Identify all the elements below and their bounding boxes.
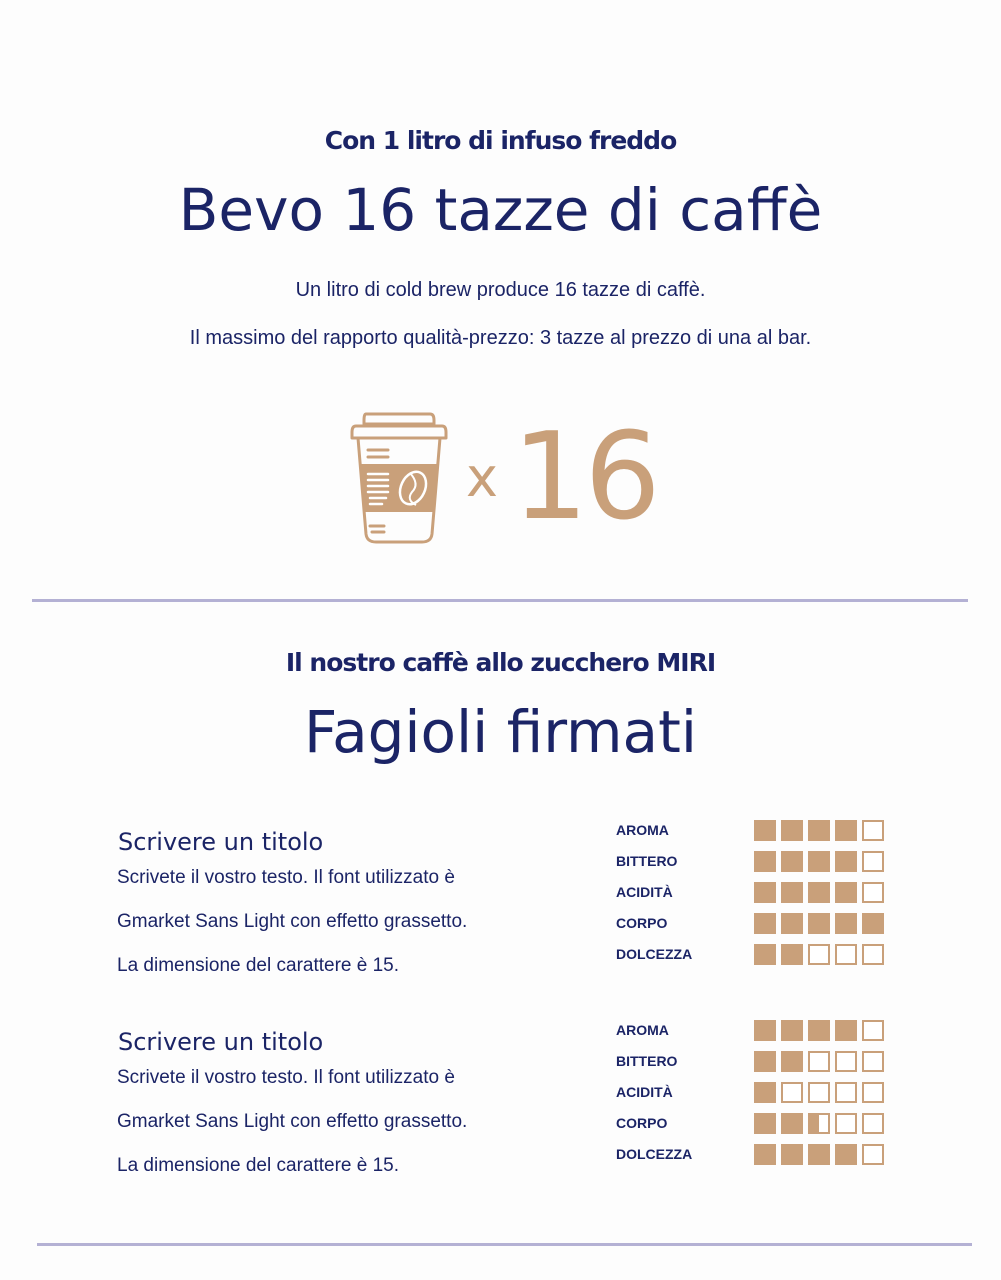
rating-square <box>808 851 830 872</box>
product-text-line: La dimensione del carattere è 15. <box>117 1155 400 1176</box>
rating-label: AROMA <box>616 1022 669 1038</box>
rating-label: DOLCEZZA <box>616 1146 693 1162</box>
rating-square <box>781 913 803 934</box>
rating-square <box>835 851 857 872</box>
rating-square <box>781 882 803 903</box>
coffee-cup-icon <box>350 412 448 544</box>
section1-line2: Il massimo del rapporto qualità-prezzo: 3 tazze al prezzo di una al bar. <box>189 327 812 349</box>
rating-square <box>862 1051 884 1072</box>
rating-square <box>862 1113 884 1134</box>
product-text-line: Scrivete il vostro testo. Il font utilizzato è <box>117 1067 455 1088</box>
rating-square <box>835 944 857 965</box>
multiplier-value: 16 <box>512 408 657 547</box>
rating-square <box>754 913 776 934</box>
product-title: Scrivere un titolo <box>118 1028 324 1056</box>
rating-label: CORPO <box>616 915 668 931</box>
rating-square <box>835 882 857 903</box>
rating-label: ACIDITÀ <box>616 884 673 900</box>
rating-square <box>754 820 776 841</box>
rating-square <box>808 1113 830 1134</box>
rating-square <box>808 1144 830 1165</box>
rating-square <box>781 1082 803 1103</box>
rating-label: BITTERO <box>616 1053 678 1069</box>
rating-label: DOLCEZZA <box>616 946 693 962</box>
rating-square <box>862 851 884 872</box>
rating-square <box>781 1051 803 1072</box>
product-text-line: La dimensione del carattere è 15. <box>117 955 400 976</box>
rating-square <box>835 1051 857 1072</box>
rating-square <box>754 944 776 965</box>
rating-label: CORPO <box>616 1115 668 1131</box>
multiplier-x: x <box>466 446 498 509</box>
rating-square <box>754 851 776 872</box>
rating-square <box>862 820 884 841</box>
rating-square <box>754 1051 776 1072</box>
rating-square <box>754 1113 776 1134</box>
rating-square <box>754 1082 776 1103</box>
rating-square <box>808 1051 830 1072</box>
section1-kicker: Con 1 litro di infuso freddo <box>324 126 677 155</box>
rating-square <box>835 1144 857 1165</box>
rating-square <box>862 1144 884 1165</box>
rating-square <box>835 820 857 841</box>
rating-square <box>781 1020 803 1041</box>
product-text-line: Gmarket Sans Light con effetto grassetto. <box>117 1111 468 1132</box>
rating-label: ACIDITÀ <box>616 1084 673 1100</box>
divider <box>32 599 968 602</box>
rating-square <box>862 882 884 903</box>
product-text-line: Scrivete il vostro testo. Il font utilizzato è <box>117 867 455 888</box>
product-title: Scrivere un titolo <box>118 828 324 856</box>
rating-square <box>754 882 776 903</box>
section2-kicker: Il nostro caffè allo zucchero MIRI <box>285 648 716 677</box>
rating-square <box>808 1020 830 1041</box>
rating-square <box>835 1113 857 1134</box>
rating-square <box>781 1113 803 1134</box>
divider <box>37 1243 972 1246</box>
rating-square <box>835 913 857 934</box>
rating-square <box>835 1020 857 1041</box>
section2-headline: Fagioli firmati <box>304 698 697 766</box>
rating-square <box>862 1082 884 1103</box>
rating-square <box>754 1020 776 1041</box>
rating-label: BITTERO <box>616 853 678 869</box>
rating-square <box>835 1082 857 1103</box>
rating-square <box>781 944 803 965</box>
product-text-line: Gmarket Sans Light con effetto grassetto. <box>117 911 468 932</box>
rating-square <box>808 1082 830 1103</box>
rating-label: AROMA <box>616 822 669 838</box>
rating-square <box>862 1020 884 1041</box>
rating-square <box>808 882 830 903</box>
rating-square <box>862 913 884 934</box>
rating-square <box>781 851 803 872</box>
rating-square <box>862 944 884 965</box>
rating-square <box>781 1144 803 1165</box>
section1-line1: Un litro di cold brew produce 16 tazze di caffè. <box>295 279 706 301</box>
rating-square <box>808 944 830 965</box>
rating-square <box>808 913 830 934</box>
rating-square <box>754 1144 776 1165</box>
section1-headline: Bevo 16 tazze di caffè <box>178 176 823 244</box>
rating-square <box>781 820 803 841</box>
rating-square <box>808 820 830 841</box>
